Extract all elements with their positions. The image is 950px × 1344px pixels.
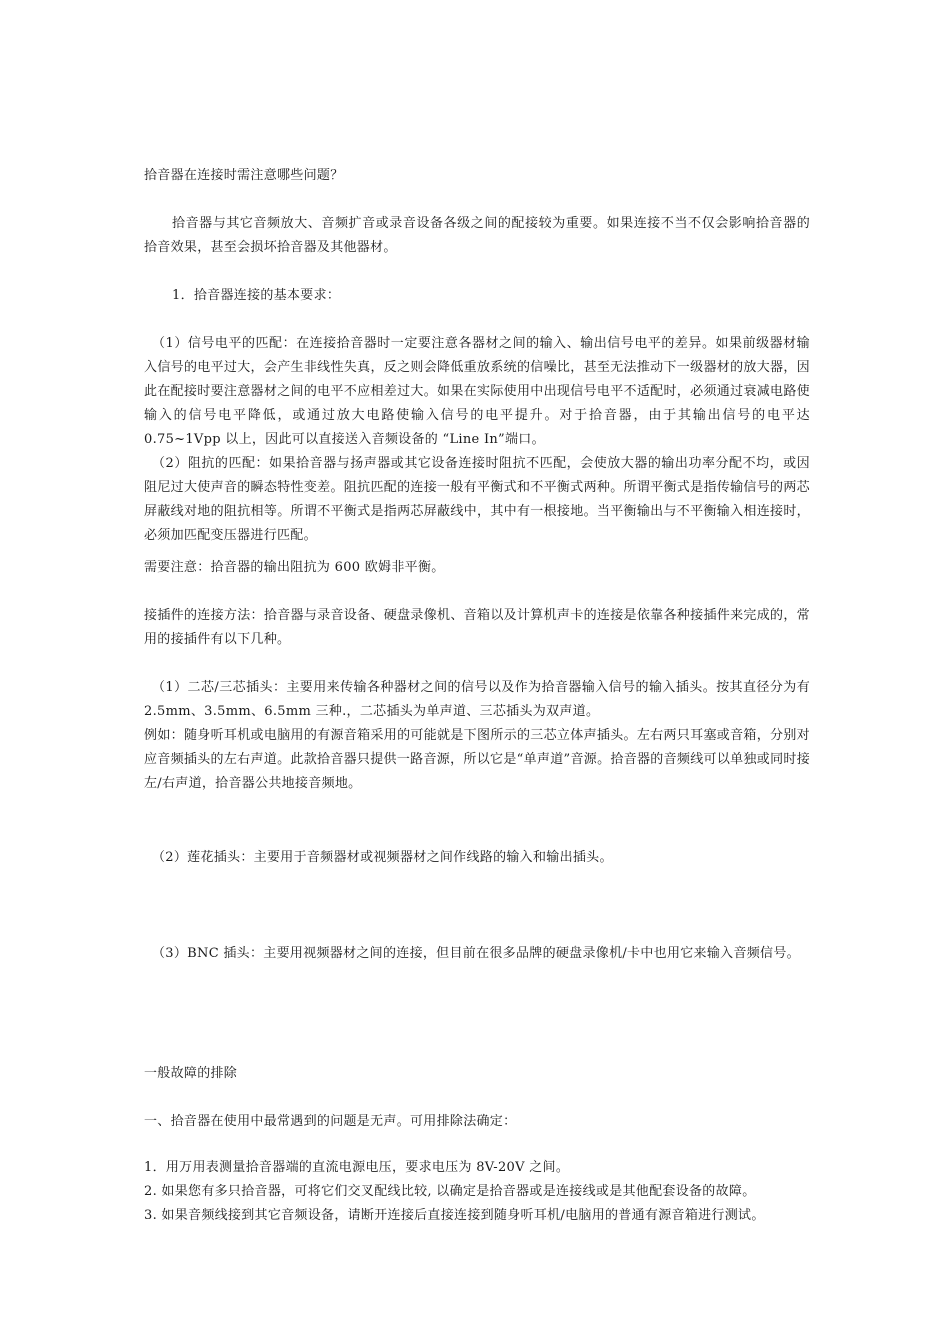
step-2: 2. 如果您有多只拾音器，可将它们交叉配线比较, 以确定是拾音器或是连接线或是其他配套设备的故障。 [144, 1184, 756, 1199]
connector-intro-paragraph: 接插件的连接方法：拾音器与录音设备、硬盘录像机、音箱以及计算机声卡的连接是依靠各种接插件来完成的，常用的接插件有以下几种。 [144, 608, 810, 647]
note-line: 需要注意：拾音器的输出阻抗为 600 欧姆非平衡。 [144, 560, 445, 575]
impedance-match-paragraph: （2）阻抗的匹配：如果拾音器与扬声器或其它设备连接时阻抗不匹配，会使放大器的输出功率分配不均，或因阻尼过大使声音的瞬态特性变差。阻抗匹配的连接一般有平衡式和不平衡式两种。所谓平衡式是指传输信号的两芯屏蔽线对地的阻抗相等。所谓不平衡式是指两芯屏蔽线中，其中有一根接地。当平衡输出与不平衡输入相连接时，必须加匹配变压器进行匹配。 [144, 456, 810, 543]
no-sound-line: 一、拾音器在使用中最常遇到的问题是无声。可用排除法确定： [144, 1114, 517, 1129]
plug-2-3-paragraph: （1）二芯/三芯插头：主要用来传输各种器材之间的信号以及作为拾音器输入信号的输入插头。按其直径分为有 2.5mm、3.5mm、6.5mm 三种.，二芯插头为单声道、三芯插头为双声道。 [144, 680, 810, 719]
bnc-plug-paragraph: （3）BNC 插头：主要用视频器材之间的连接，但目前在很多品牌的硬盘录像机/卡中也用它来输入音频信号。 [152, 946, 800, 961]
level-match-paragraph: （1）信号电平的匹配：在连接拾音器时一定要注意各器材之间的输入、输出信号电平的差异。如果前级器材输入信号的电平过大，会产生非线性失真，反之则会降低重放系统的信噪比，甚至无法推动下一级器材的放大器，因此在配接时要注意器材之间的电平不应相差过大。如果在实际使用中出现信号电平不适配时，必须通过衰减电路使输入的信号电平降低，或通过放大电路使输入信号的电平提升。对于拾音器，由于其输出信号的电平达 0.75~1Vpp 以上，因此可以直接送入音频设备的 “Line In”端口。 [144, 336, 810, 447]
document-page [144, 0, 810, 1344]
section1-heading: 1．拾音器连接的基本要求： [172, 288, 341, 303]
step-3: 3. 如果音频线接到其它音频设备，请断开连接后直接连接到随身听耳机/电脑用的普通有源音箱进行测试。 [144, 1208, 765, 1223]
example-paragraph: 例如：随身听耳机或电脑用的有源音箱采用的可能就是下图所示的三芯立体声插头。左右两只耳塞或音箱，分别对应音频插头的左右声道。此款拾音器只提供一路音源，所以它是“单声道”音源。拾音器的音频线可以单独或同时接左/右声道，拾音器公共地接音频地。 [144, 728, 810, 791]
intro-paragraph: 拾音器与其它音频放大、音频扩音或录音设备各级之间的配接较为重要。如果连接不当不仅会影响拾音器的拾音效果，甚至会损坏拾音器及其他器材。 [144, 216, 810, 255]
troubleshoot-heading: 一般故障的排除 [144, 1066, 238, 1081]
rca-plug-line: （2）莲花插头：主要用于音频器材或视频器材之间作线路的输入和输出插头。 [152, 850, 613, 865]
step-1: 1．用万用表测量拾音器端的直流电源电压，要求电压为 8V-20V 之间。 [144, 1160, 570, 1175]
document-title: 拾音器在连接时需注意哪些问题？ [144, 168, 344, 183]
